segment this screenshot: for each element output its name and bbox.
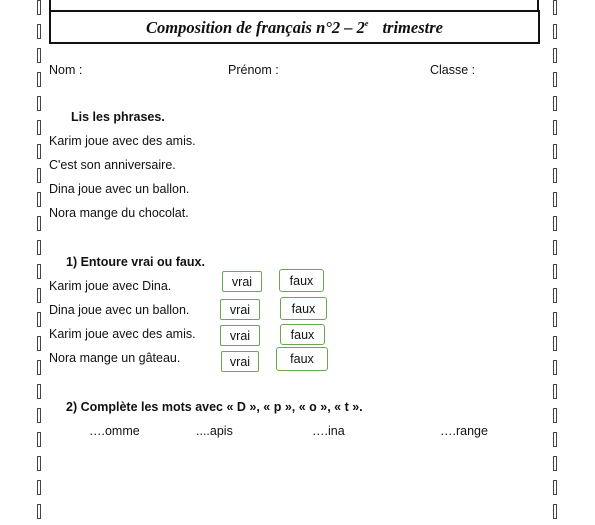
border-glyph (553, 480, 557, 495)
border-glyph (37, 192, 41, 207)
vrai-choice[interactable]: vrai (222, 271, 262, 292)
border-glyph (37, 96, 41, 111)
exercise1-sentence: Karim joue avec des amis. (49, 327, 196, 341)
faux-choice[interactable]: faux (276, 347, 328, 371)
vrai-choice[interactable]: vrai (221, 351, 259, 372)
border-glyph (553, 336, 557, 351)
border-glyph (553, 72, 557, 87)
border-glyph (553, 48, 557, 63)
right-border-rail (553, 0, 559, 525)
word-to-complete: ….range (440, 424, 488, 438)
title-superscript: e (364, 19, 369, 28)
border-glyph (37, 168, 41, 183)
border-glyph (553, 288, 557, 303)
vrai-choice[interactable]: vrai (220, 325, 260, 346)
border-glyph (553, 456, 557, 471)
border-glyph (37, 432, 41, 447)
border-glyph (37, 480, 41, 495)
faux-choice[interactable]: faux (280, 297, 327, 320)
exercise1-sentence: Dina joue avec un ballon. (49, 303, 190, 317)
reading-sentence: Karim joue avec des amis. (49, 134, 196, 148)
reading-sentence: Dina joue avec un ballon. (49, 182, 190, 196)
border-glyph (553, 240, 557, 255)
border-glyph (553, 120, 557, 135)
border-glyph (553, 168, 557, 183)
border-glyph (37, 24, 41, 39)
exercise1-sentence: Nora mange un gâteau. (49, 351, 181, 365)
border-glyph (37, 240, 41, 255)
border-glyph (37, 384, 41, 399)
faux-choice[interactable]: faux (279, 269, 324, 292)
faux-choice[interactable]: faux (280, 324, 325, 345)
border-glyph (37, 216, 41, 231)
word-to-complete: ….omme (89, 424, 140, 438)
border-glyph (37, 336, 41, 351)
border-glyph (553, 96, 557, 111)
border-glyph (37, 456, 41, 471)
title-end: trimestre (382, 18, 443, 37)
border-glyph (553, 432, 557, 447)
exercise1-heading: 1) Entoure vrai ou faux. (66, 255, 205, 269)
border-glyph (553, 312, 557, 327)
border-glyph (37, 312, 41, 327)
nom-field-label: Nom : (49, 63, 83, 77)
border-glyph (553, 24, 557, 39)
prenom-field-label: Prénom : (228, 63, 279, 77)
border-glyph (37, 120, 41, 135)
classe-field-label: Classe : (430, 63, 476, 77)
border-glyph (553, 144, 557, 159)
title-box (49, 12, 540, 44)
exercise1-sentence: Karim joue avec Dina. (49, 279, 172, 293)
exercise2-heading: 2) Complète les mots avec « D », « p », « o », « t ». (66, 400, 363, 414)
border-glyph (553, 216, 557, 231)
border-glyph (37, 72, 41, 87)
vrai-choice[interactable]: vrai (220, 299, 260, 320)
left-border-rail (37, 0, 43, 525)
title-main: Composition de français n°2 – 2 (146, 18, 365, 37)
page-title (51, 18, 538, 38)
border-glyph (37, 288, 41, 303)
word-to-complete: ....apis (196, 424, 233, 438)
reading-sentence: C'est son anniversaire. (49, 158, 176, 172)
border-glyph (37, 504, 41, 519)
border-glyph (553, 360, 557, 375)
border-glyph (37, 408, 41, 423)
border-glyph (553, 408, 557, 423)
border-glyph (553, 192, 557, 207)
word-to-complete: ….ina (312, 424, 345, 438)
border-glyph (37, 0, 41, 15)
border-glyph (553, 0, 557, 15)
border-glyph (553, 264, 557, 279)
border-glyph (37, 360, 41, 375)
reading-sentence: Nora mange du chocolat. (49, 206, 189, 220)
border-glyph (37, 144, 41, 159)
border-glyph (553, 504, 557, 519)
reading-heading: Lis les phrases. (71, 110, 165, 124)
border-glyph (553, 384, 557, 399)
border-glyph (37, 48, 41, 63)
border-glyph (37, 264, 41, 279)
